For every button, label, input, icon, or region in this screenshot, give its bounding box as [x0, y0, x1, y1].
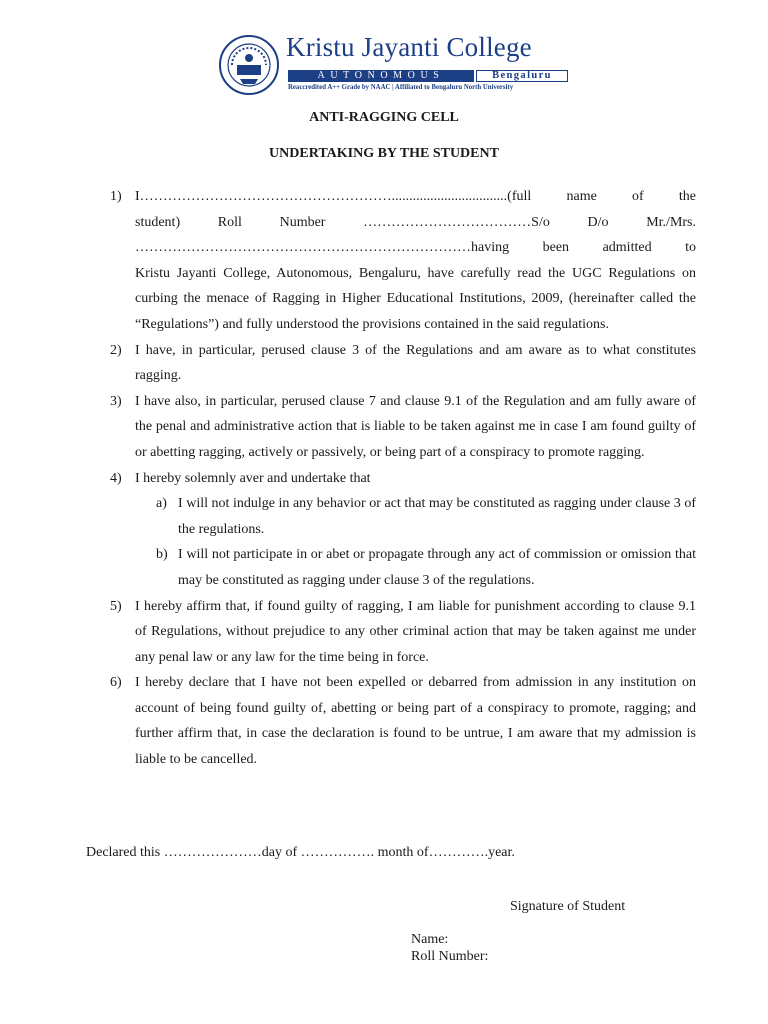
list-item	[110, 466, 696, 492]
item-text: I have also, in particular, perused clause 7 and clause 9.1 of the Regulation and am fully aware of the penal and administrative action that is liable to be taken against me in case I am found guilty of or abetting ragging, actively or passively, or being part of a conspiracy to promote ragging.	[135, 393, 696, 460]
list-item	[110, 389, 696, 466]
item-number: 3)	[110, 393, 122, 409]
sub-item-text: I will not participate in or abet or propagate through any act of commission or omission that may be constituted as ragging under clause 3 of the regulations.	[178, 547, 696, 588]
item-number: 5)	[110, 598, 122, 614]
cell-title: ANTI-RAGGING CELL	[309, 110, 459, 125]
fill-line-roll: student) Roll Number ………………………………S/o D/o Mr./Mrs.	[135, 214, 696, 230]
roll-number-label: Roll Number:	[411, 949, 489, 964]
item-number: 2)	[110, 342, 122, 358]
declaration-line: Declared this …………………day of ……………. month of………….year.	[86, 845, 515, 860]
fill-line-parent: ………………………………………………………………having been admitted to	[135, 240, 696, 256]
sub-list-item	[110, 542, 696, 593]
item-number: 1)	[110, 189, 122, 204]
item-text: I hereby affirm that, if found guilty of ragging, I am liable for punishment according to clause 9.1 of Regulations, without prejudice to any other criminal action that may be taken against me under any penal law or any law for the time being in force.	[135, 598, 696, 665]
city-label: Bengaluru	[476, 70, 568, 82]
college-header	[218, 34, 570, 96]
signature-label: Signature of Student	[510, 899, 626, 914]
item-number: 4)	[110, 470, 122, 486]
college-band	[288, 70, 568, 82]
item-text: I hereby declare that I have not been expelled or debarred from admission in any institution on account of being found guilty of, abetting or being part of a conspiracy to promote, ragging; and further affirm that, in case the declaration is found to be untrue, I am aware that my admission is liable to be cancelled.	[135, 675, 696, 768]
list-item	[110, 184, 696, 338]
list-item	[110, 338, 696, 389]
sub-list-item	[110, 491, 696, 542]
item-text: I have, in particular, perused clause 3 of the Regulations and am aware as to what constitutes ragging.	[135, 342, 696, 384]
undertaking-list	[110, 184, 696, 773]
sub-item-letter: a)	[156, 496, 167, 512]
college-name: Kristu Jayanti College	[286, 32, 532, 62]
list-item	[110, 594, 696, 671]
college-seal-icon	[218, 34, 280, 96]
list-item	[110, 670, 696, 772]
fill-line-name: I……………………………………………….................................(full name of the	[135, 189, 696, 204]
sub-item-text: I will not indulge in any behavior or act that may be constituted as ragging under clause 3 of the regulations.	[178, 496, 696, 537]
item-text: I hereby solemnly aver and undertake that	[135, 470, 371, 486]
name-label: Name:	[411, 932, 449, 947]
undertaking-title: UNDERTAKING BY THE STUDENT	[269, 146, 499, 161]
sub-item-letter: b)	[156, 547, 168, 563]
item-text: Kristu Jayanti College, Autonomous, Bengaluru, have carefully read the UGC Regulations on curbing the menace of Ragging in Higher Educational Institutions, 2009, (hereinafter called the “Regulations”) and fully understood the provisions contained in the said regulations.	[135, 265, 696, 332]
accreditation-line: Reaccredited A++ Grade by NAAC | Affiliated to Bengaluru North University	[288, 84, 514, 91]
item-number: 6)	[110, 675, 122, 691]
autonomous-label: AUTONOMOUS	[288, 70, 474, 82]
